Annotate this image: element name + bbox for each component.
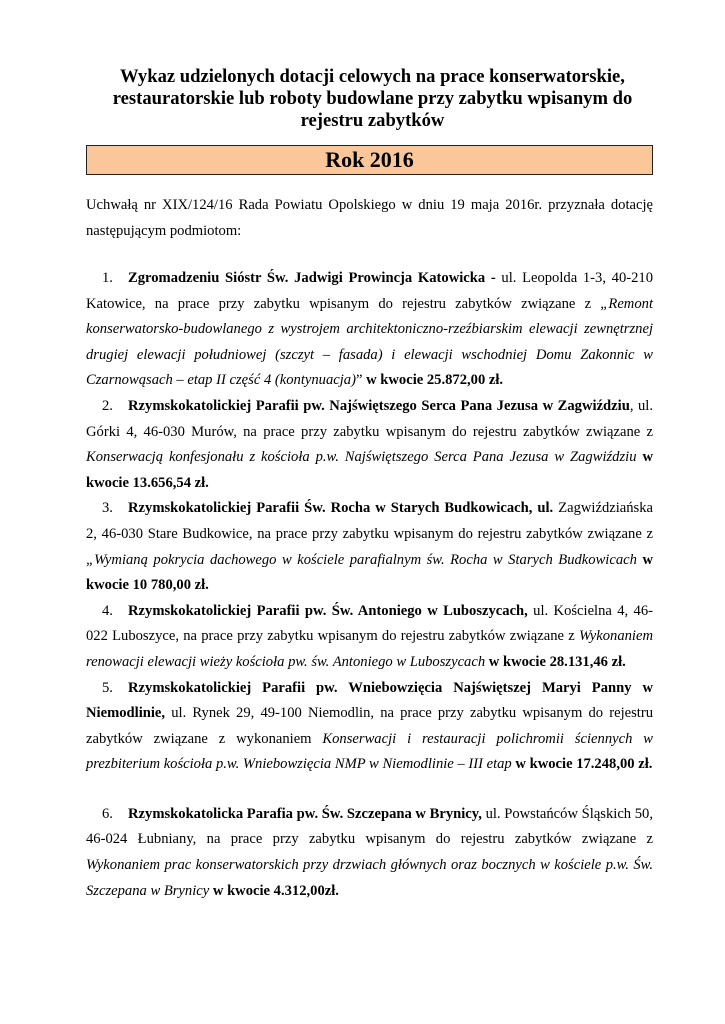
document-title <box>92 66 653 132</box>
item-text: ul. Leopolda 1-3, 40-210 Katowice, na prace przy zabytku wpisanym do rejestru zabytków związane z <box>86 270 653 312</box>
item-text: , ul. Górki 4, 46-030 Murów, na prace przy zabytku wpisanym do rejestru zabytków związane z <box>86 397 654 440</box>
item-number: 4. <box>102 602 113 619</box>
title-line-1: Wykaz udzielonych dotacji celowych na prace konserwatorskie, <box>120 66 625 87</box>
item-text: ul. Rynek 29, 49-100 Niemodlin, na prace przy zabytku wpisanym do rejestru zabytków związane z wykonaniem <box>86 705 653 747</box>
item-project: „Wymianą pokrycia dachowego w kościele parafialnym św. Rocha w Starych Budkowicach <box>86 551 637 568</box>
item-number: 2. <box>102 397 113 414</box>
item-tail: ” <box>355 372 367 389</box>
item-text: ul. Kościelna 4, 46-022 Luboszyce, na prace przy zabytku wpisanym do rejestru zabytków związane z <box>86 602 653 645</box>
item-entity: Rzymskokatolicka Parafia pw. Św. Szczepana w Brynicy, <box>128 805 482 822</box>
item-number: 1. <box>102 270 113 286</box>
item-entity: Rzymskokatolickiej Parafii Św. Rocha w Starych Budkowicach, ul. <box>128 500 554 517</box>
item-amount: w kwocie 17.248,00 zł. <box>515 756 653 773</box>
item-project: Konserwacją konfesjonału z kościoła p.w. Najświętszego Serca Pana Jezusa w Zagwiździu <box>86 449 637 466</box>
item-project: Wykonaniem renowacji elewacji wieży kościoła pw. św. Antoniego w Luboszycach <box>86 628 653 670</box>
grant-item <box>86 802 653 904</box>
grant-list <box>86 266 653 904</box>
item-project: Wykonaniem prac konserwatorskich przy drzwiach głównych oraz bocznych w kościele p.w. Św. Szczepana w Brynicy <box>86 857 653 899</box>
item-project: „Remont konserwatorsko-budowlanego z wystrojem architektoniczno-rzeźbiarskim elewacji zewnętrznej drugiej elewacji południowej (szczyt – fasada) i elewacji wschodniej Domu Zakonnic w Czarnowąsach – etap II część 4 (kontynuacja) <box>86 295 653 389</box>
grant-item <box>86 599 653 676</box>
item-text: Zagwiździańska 2, 46-030 Stare Budkowice, na prace przy zabytku wpisanym do rejestru zabytków związane z <box>86 500 654 542</box>
item-number: 6. <box>102 805 113 822</box>
intro-paragraph: Uchwałą nr XIX/124/16 Rada Powiatu Opolskiego w dniu 19 maja 2016r. przyznała dotację następującym podmiotom: <box>86 197 653 239</box>
item-amount: w kwocie 28.131,46 zł. <box>488 653 626 670</box>
item-amount: w kwocie 4.312,00zł. <box>212 882 339 899</box>
year-banner: Rok 2016 <box>86 145 653 175</box>
item-amount: w kwocie 13.656,54 zł. <box>86 449 653 491</box>
item-project: Konserwacji i restauracji polichromii ściennych w prezbiterium kościoła p.w. Wniebowzięcia NMP w Niemodlinie – III etap <box>86 730 653 773</box>
item-amount: w kwocie 25.872,00 zł. <box>366 372 504 389</box>
grant-item <box>86 496 653 598</box>
item-entity: Zgromadzeniu Sióstr Św. Jadwigi Prowincja Katowicka - <box>128 270 496 286</box>
item-number: 5. <box>102 679 113 696</box>
grant-item <box>86 394 653 496</box>
grant-item <box>86 266 653 394</box>
item-text: ul. Powstańców Śląskich 50, 46-024 Łubniany, na prace przy zabytku wpisanym do rejestru zabytków związane z <box>86 805 653 848</box>
item-number: 3. <box>102 500 113 517</box>
item-entity: Rzymskokatolickiej Parafii pw. Wniebowzięcia Najświętszej Maryi Panny w Niemodlinie, <box>86 679 653 722</box>
title-line-3: rejestru zabytków <box>300 110 445 131</box>
grant-item <box>86 676 653 778</box>
item-entity: Rzymskokatolickiej Parafii pw. Św. Antoniego w Luboszycach, <box>128 602 528 619</box>
item-entity: Rzymskokatolickiej Parafii pw. Najświętszego Serca Pana Jezusa w Zagwiździu <box>128 397 630 414</box>
title-line-2: restauratorskie lub roboty budowlane przy zabytku wpisanym do <box>112 88 633 109</box>
item-amount: w kwocie 10 780,00 zł. <box>86 551 653 594</box>
